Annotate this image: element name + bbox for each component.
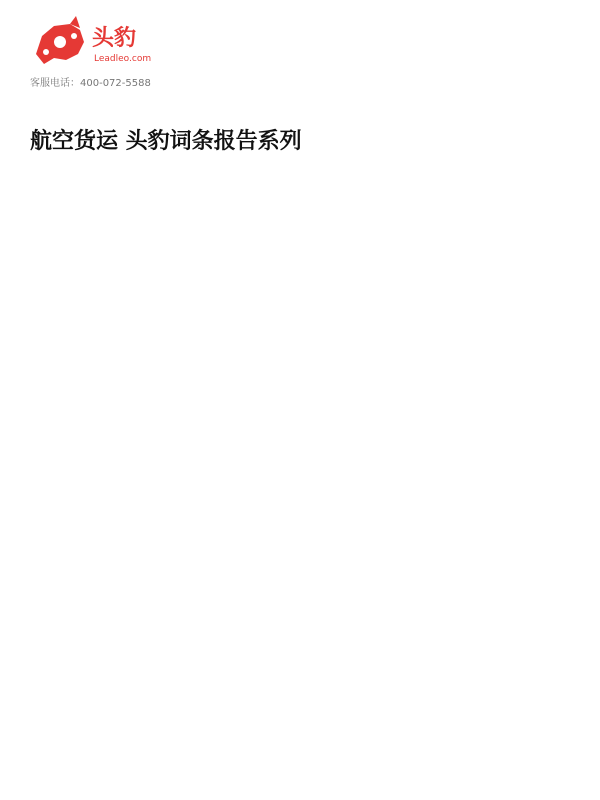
svg-text:Leadleo.com: Leadleo.com	[94, 54, 152, 64]
service-phone: 客服电话：400-072-5588	[30, 78, 151, 89]
leadleo-logo[interactable]	[30, 14, 160, 72]
page-title: 航空货运 头豹词条报告系列	[30, 129, 302, 154]
svg-text:头豹: 头豹	[92, 26, 137, 51]
page-header	[0, 0, 600, 90]
